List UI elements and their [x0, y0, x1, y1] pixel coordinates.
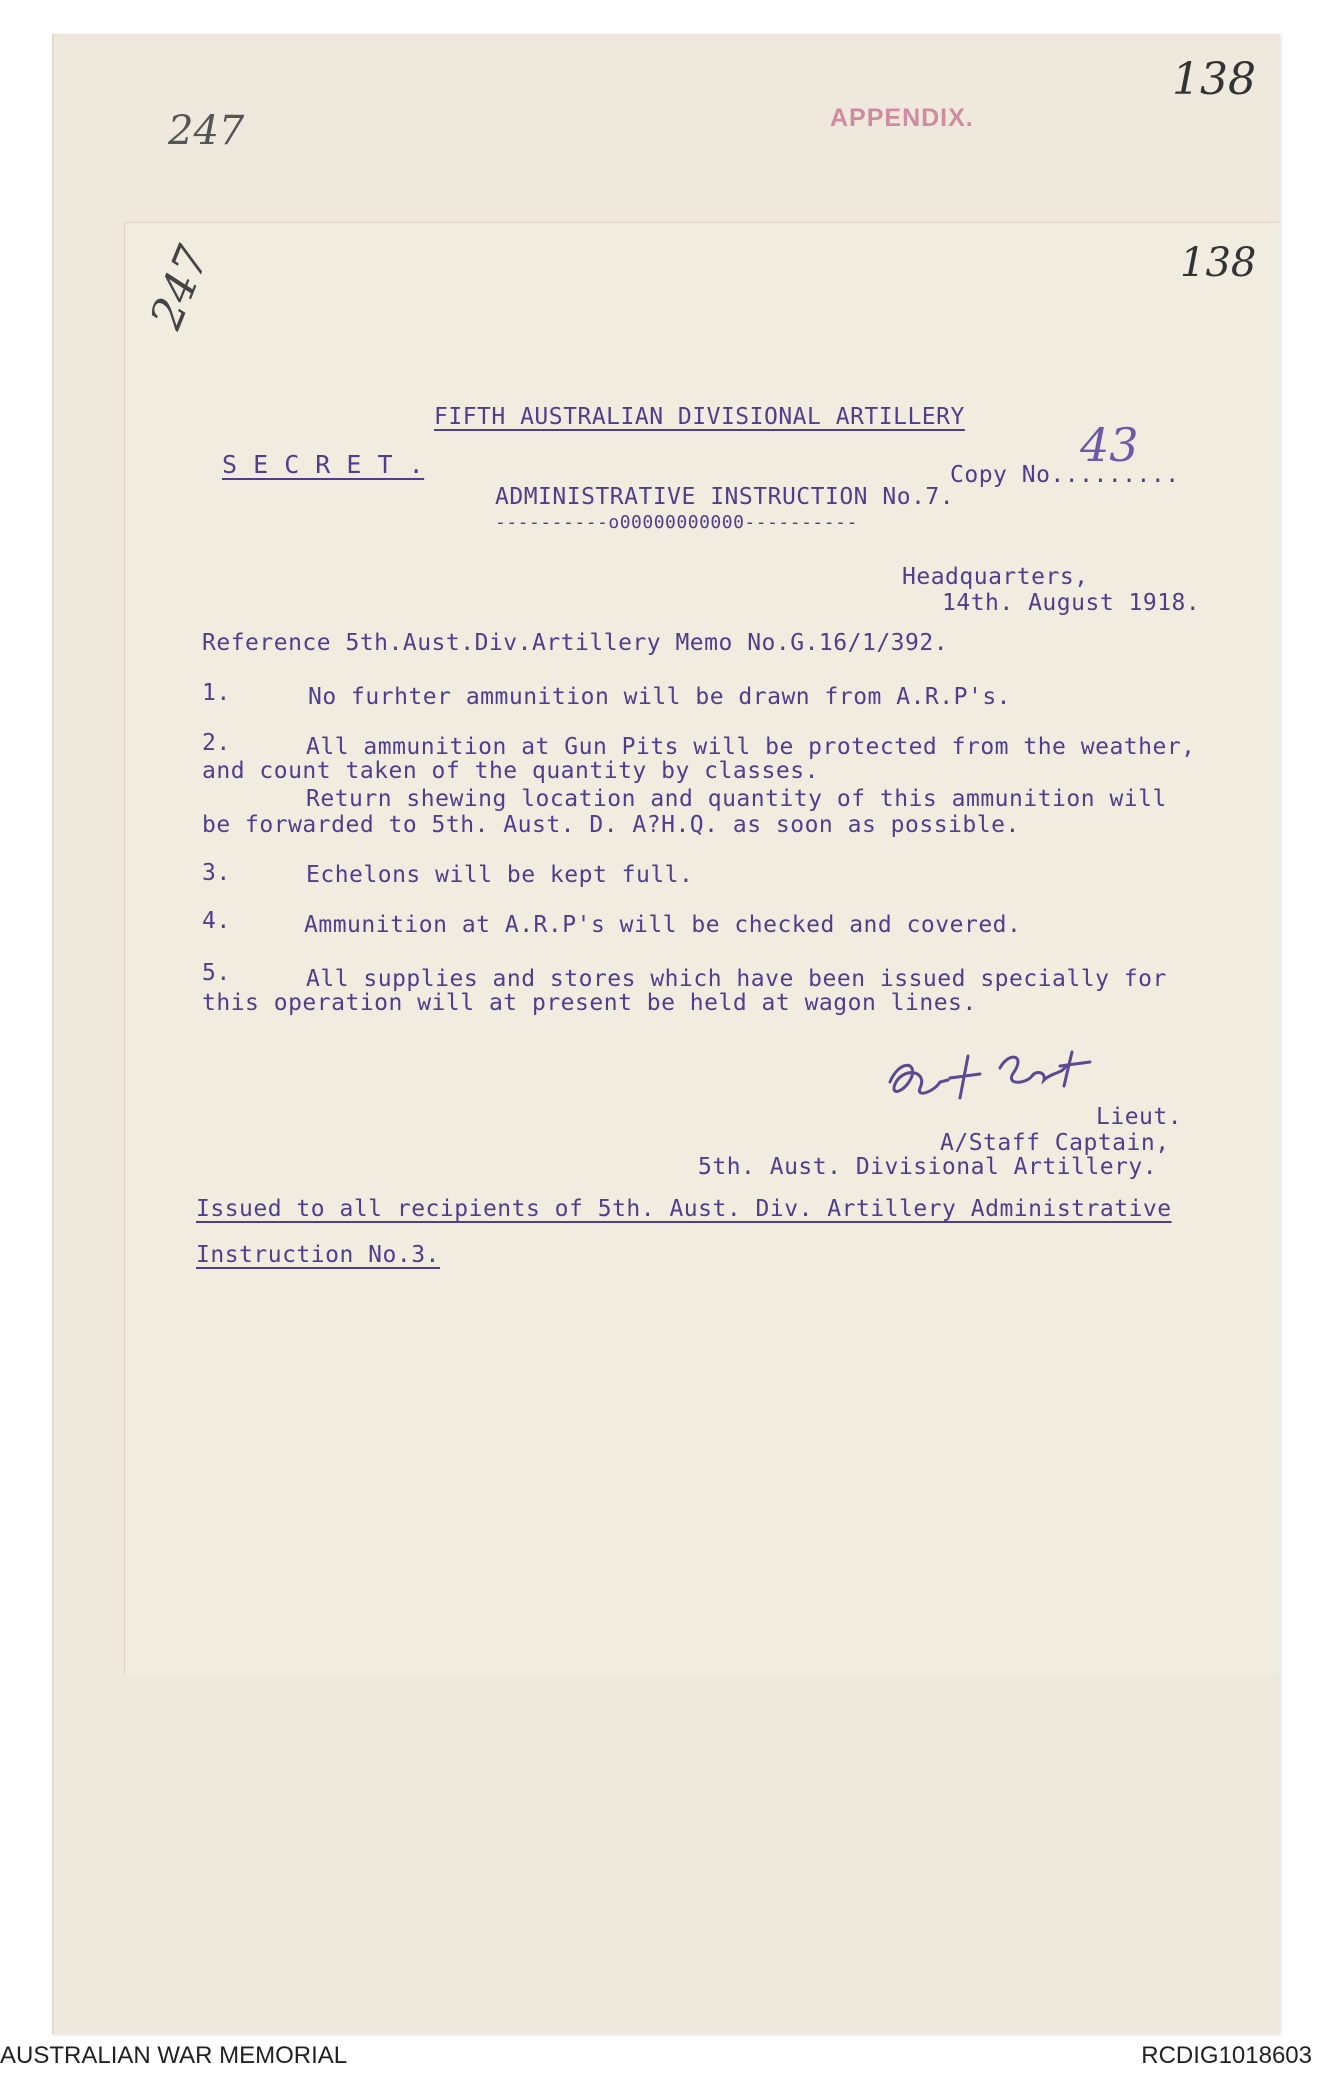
- signatory-unit: 5th. Aust. Divisional Artillery.: [698, 1154, 1158, 1180]
- footer-record-id: RCDIG1018603: [1141, 2042, 1312, 2069]
- title-rule: ----------o00000000000----------: [495, 512, 858, 533]
- signatory-role: A/Staff Captain,: [940, 1130, 1170, 1156]
- item-text: Ammunition at A.R.P's will be checked and covered.: [304, 912, 1022, 938]
- item-text: Return shewing location and quantity of this ammunition will: [306, 786, 1167, 812]
- item-text: No furhter ammunition will be drawn from A.R.P's.: [308, 684, 1012, 710]
- folio-number-top: 138: [1172, 54, 1256, 105]
- item-text: be forwarded to 5th. Aust. D. A?H.Q. as soon as possible.: [202, 812, 1020, 838]
- document-title: ADMINISTRATIVE INSTRUCTION No.7.: [495, 484, 955, 510]
- item-text: and count taken of the quantity by classes.: [202, 758, 819, 784]
- item-text: Echelons will be kept full.: [306, 862, 694, 888]
- item-number: 4.: [202, 908, 231, 934]
- footer-institution: AUSTRALIAN WAR MEMORIAL: [0, 2042, 348, 2069]
- distribution-line: Issued to all recipients of 5th. Aust. Div. Artillery Administrative: [196, 1196, 1172, 1222]
- reference-line: Reference 5th.Aust.Div.Artillery Memo No.G.16/1/392.: [202, 630, 949, 656]
- signatory-rank: Lieut.: [1096, 1104, 1183, 1130]
- date-line: 14th. August 1918.: [942, 590, 1201, 616]
- folio-number-front: 138: [1180, 240, 1257, 286]
- item-number: 2.: [202, 730, 231, 756]
- distribution-line: Instruction No.3.: [196, 1242, 440, 1268]
- item-number: 1.: [202, 680, 231, 706]
- unit-heading: FIFTH AUSTRALIAN DIVISIONAL ARTILLERY: [434, 404, 965, 430]
- item-text: All supplies and stores which have been issued specially for: [306, 966, 1167, 992]
- secret-marking: S E C R E T .: [222, 450, 425, 479]
- item-text: this operation will at present be held at wagon lines.: [202, 990, 977, 1016]
- appendix-stamp: APPENDIX.: [830, 104, 974, 132]
- back-page-number: 247: [168, 108, 245, 154]
- signature: [876, 1042, 1116, 1114]
- front-page-number: 247: [140, 239, 220, 336]
- item-number: 5.: [202, 960, 231, 986]
- copy-number-handwritten: 43: [1080, 418, 1139, 472]
- item-text: All ammunition at Gun Pits will be protected from the weather,: [306, 734, 1196, 760]
- headquarters-line: Headquarters,: [902, 564, 1089, 590]
- copy-number: Copy No.........: [950, 462, 1180, 488]
- item-number: 3.: [202, 860, 231, 886]
